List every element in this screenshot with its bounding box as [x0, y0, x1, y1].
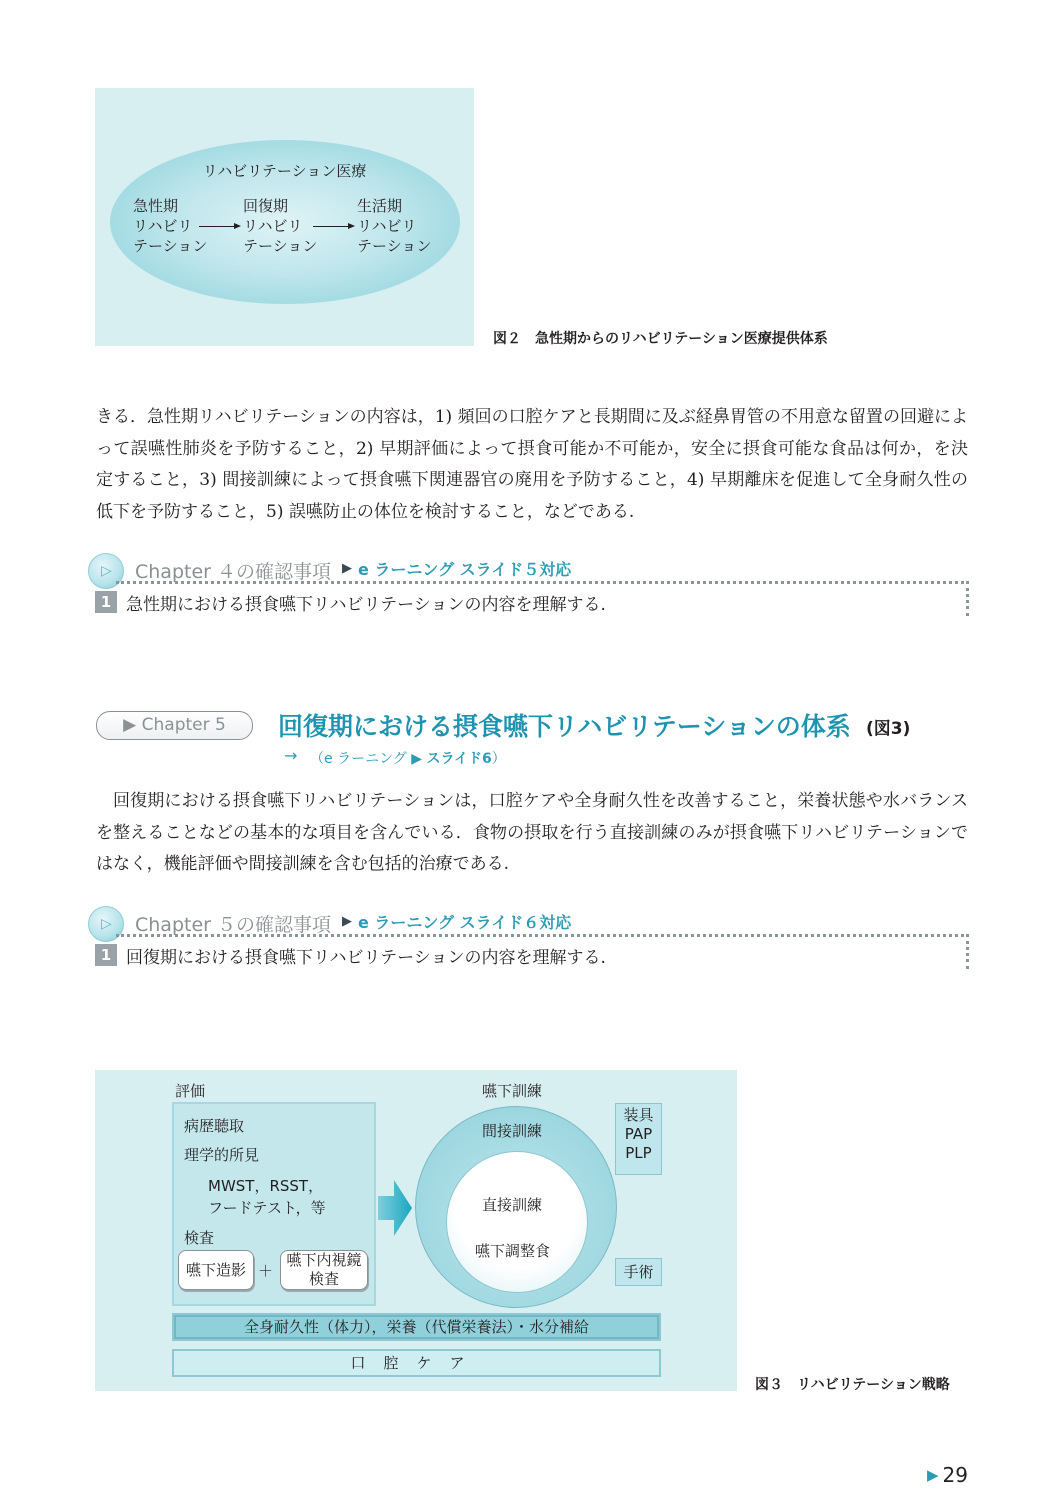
indirect-training-text: 間接訓練: [482, 1122, 543, 1140]
stage-recovery: 回復期 リハビリ テーション: [243, 197, 318, 255]
exam-label: 検査: [184, 1229, 215, 1247]
stage-living: 生活期 リハビリ テーション: [357, 197, 432, 255]
arrow-right-icon: [199, 226, 239, 227]
triangle-right-icon: ▶: [927, 1466, 939, 1484]
figure-3: [95, 1070, 737, 1391]
figure-reference: (図3): [866, 719, 911, 739]
paragraph-recovery-rehab: 回復期における摂食嚥下リハビリテーションは，口腔ケアや全身耐久性を改善すること，栄養状態や水バランスを整えることなどの基本的な項目を含んでいる．食物の摂取を行う直接訓練のみが摂食嚥下リハビリテーションではなく，機能評価や間接訓練を含む包括的治療である.: [96, 791, 968, 874]
training-label: 嚥下訓練: [482, 1082, 543, 1100]
paragraph-acute-rehab: きる．急性期リハビリテーションの内容は，1) 頻回の口腔ケアと長期間に及ぶ経鼻胃管の不用意な留置の回避によって誤嚥性肺炎を予防すること，2) 早期評価によって摂食可能か不可能か，安全に摂食可能な食品は何か，を決定すること，3) 間接訓練によって摂食嚥下関連器官の廃用を予防すること，4) 早期離床を促進して全身耐久性の低下を予防すること，5) 誤嚥防止の体位を検討すること，などである.: [96, 407, 968, 522]
confirm-box-chapter-5: [88, 906, 973, 976]
chapter-5-elearning-link[interactable]: （e ラーニング ▶ スライド6）: [310, 751, 506, 767]
exam-vf-box: 嚥下造影: [178, 1250, 254, 1290]
elearning-link[interactable]: e ラーニング スライド６対応: [358, 913, 572, 932]
play-icon: ▷: [88, 553, 124, 589]
elearning-link[interactable]: e ラーニング スライド５対応: [358, 560, 572, 579]
arrow-right-icon: [313, 226, 353, 227]
physical-text: 理学的所見: [184, 1146, 260, 1164]
chapter-5-pill: ▶ Chapter 5: [96, 711, 253, 740]
confirm-title: Chapter ５の確認事項: [135, 914, 332, 936]
tests-text-2: フードテスト，等: [208, 1199, 326, 1217]
plus-icon: ＋: [258, 1262, 274, 1280]
exam-ve-box: 嚥下内視鏡 検査: [280, 1250, 368, 1290]
confirm-item: 回復期における摂食嚥下リハビリテーションの内容を理解する.: [126, 948, 606, 968]
play-icon: ▷: [88, 906, 124, 942]
direct-training-circle: [446, 1151, 588, 1293]
confirm-item: 急性期における摂食嚥下リハビリテーションの内容を理解する.: [126, 595, 606, 615]
figure-2-caption: 図２ 急性期からのリハビリテーション医療提供体系: [493, 331, 828, 347]
item-number-badge: 1: [95, 944, 117, 966]
evaluation-box: [172, 1102, 376, 1306]
oral-care-bar: 口腔ケア: [172, 1349, 661, 1377]
triangle-right-icon: ▶: [342, 561, 352, 576]
figure-3-caption: 図３ リハビリテーション戦略: [755, 1377, 950, 1393]
page-number: ▶ 29: [927, 1463, 968, 1487]
diet-text: 嚥下調整食: [475, 1242, 551, 1260]
stage-acute: 急性期 リハビリ テーション: [133, 197, 208, 255]
item-number-badge: 1: [95, 591, 117, 613]
arrow-right-icon: [378, 1178, 412, 1238]
figure-2-title: リハビリテーション医療: [202, 162, 367, 180]
history-text: 病歴聴取: [184, 1117, 245, 1135]
figure-2: [95, 88, 474, 346]
surgery-box: 手術: [615, 1258, 662, 1286]
direct-training-text: 直接訓練: [482, 1196, 543, 1214]
confirm-title: Chapter ４の確認事項: [135, 561, 332, 583]
chapter-5-title: 回復期における摂食嚥下リハビリテーションの体系: [278, 712, 851, 741]
device-box: 装具 PAP PLP: [615, 1103, 662, 1175]
eval-label: 評価: [175, 1082, 206, 1100]
arrow-right-icon: →: [284, 746, 298, 765]
endurance-bar: 全身耐久性（体力），栄養（代償栄養法）・水分補給: [172, 1313, 661, 1341]
confirm-box-chapter-4: [88, 553, 973, 623]
tests-text-1: MWST，RSST，: [208, 1177, 324, 1195]
triangle-right-icon: ▶: [342, 914, 352, 929]
